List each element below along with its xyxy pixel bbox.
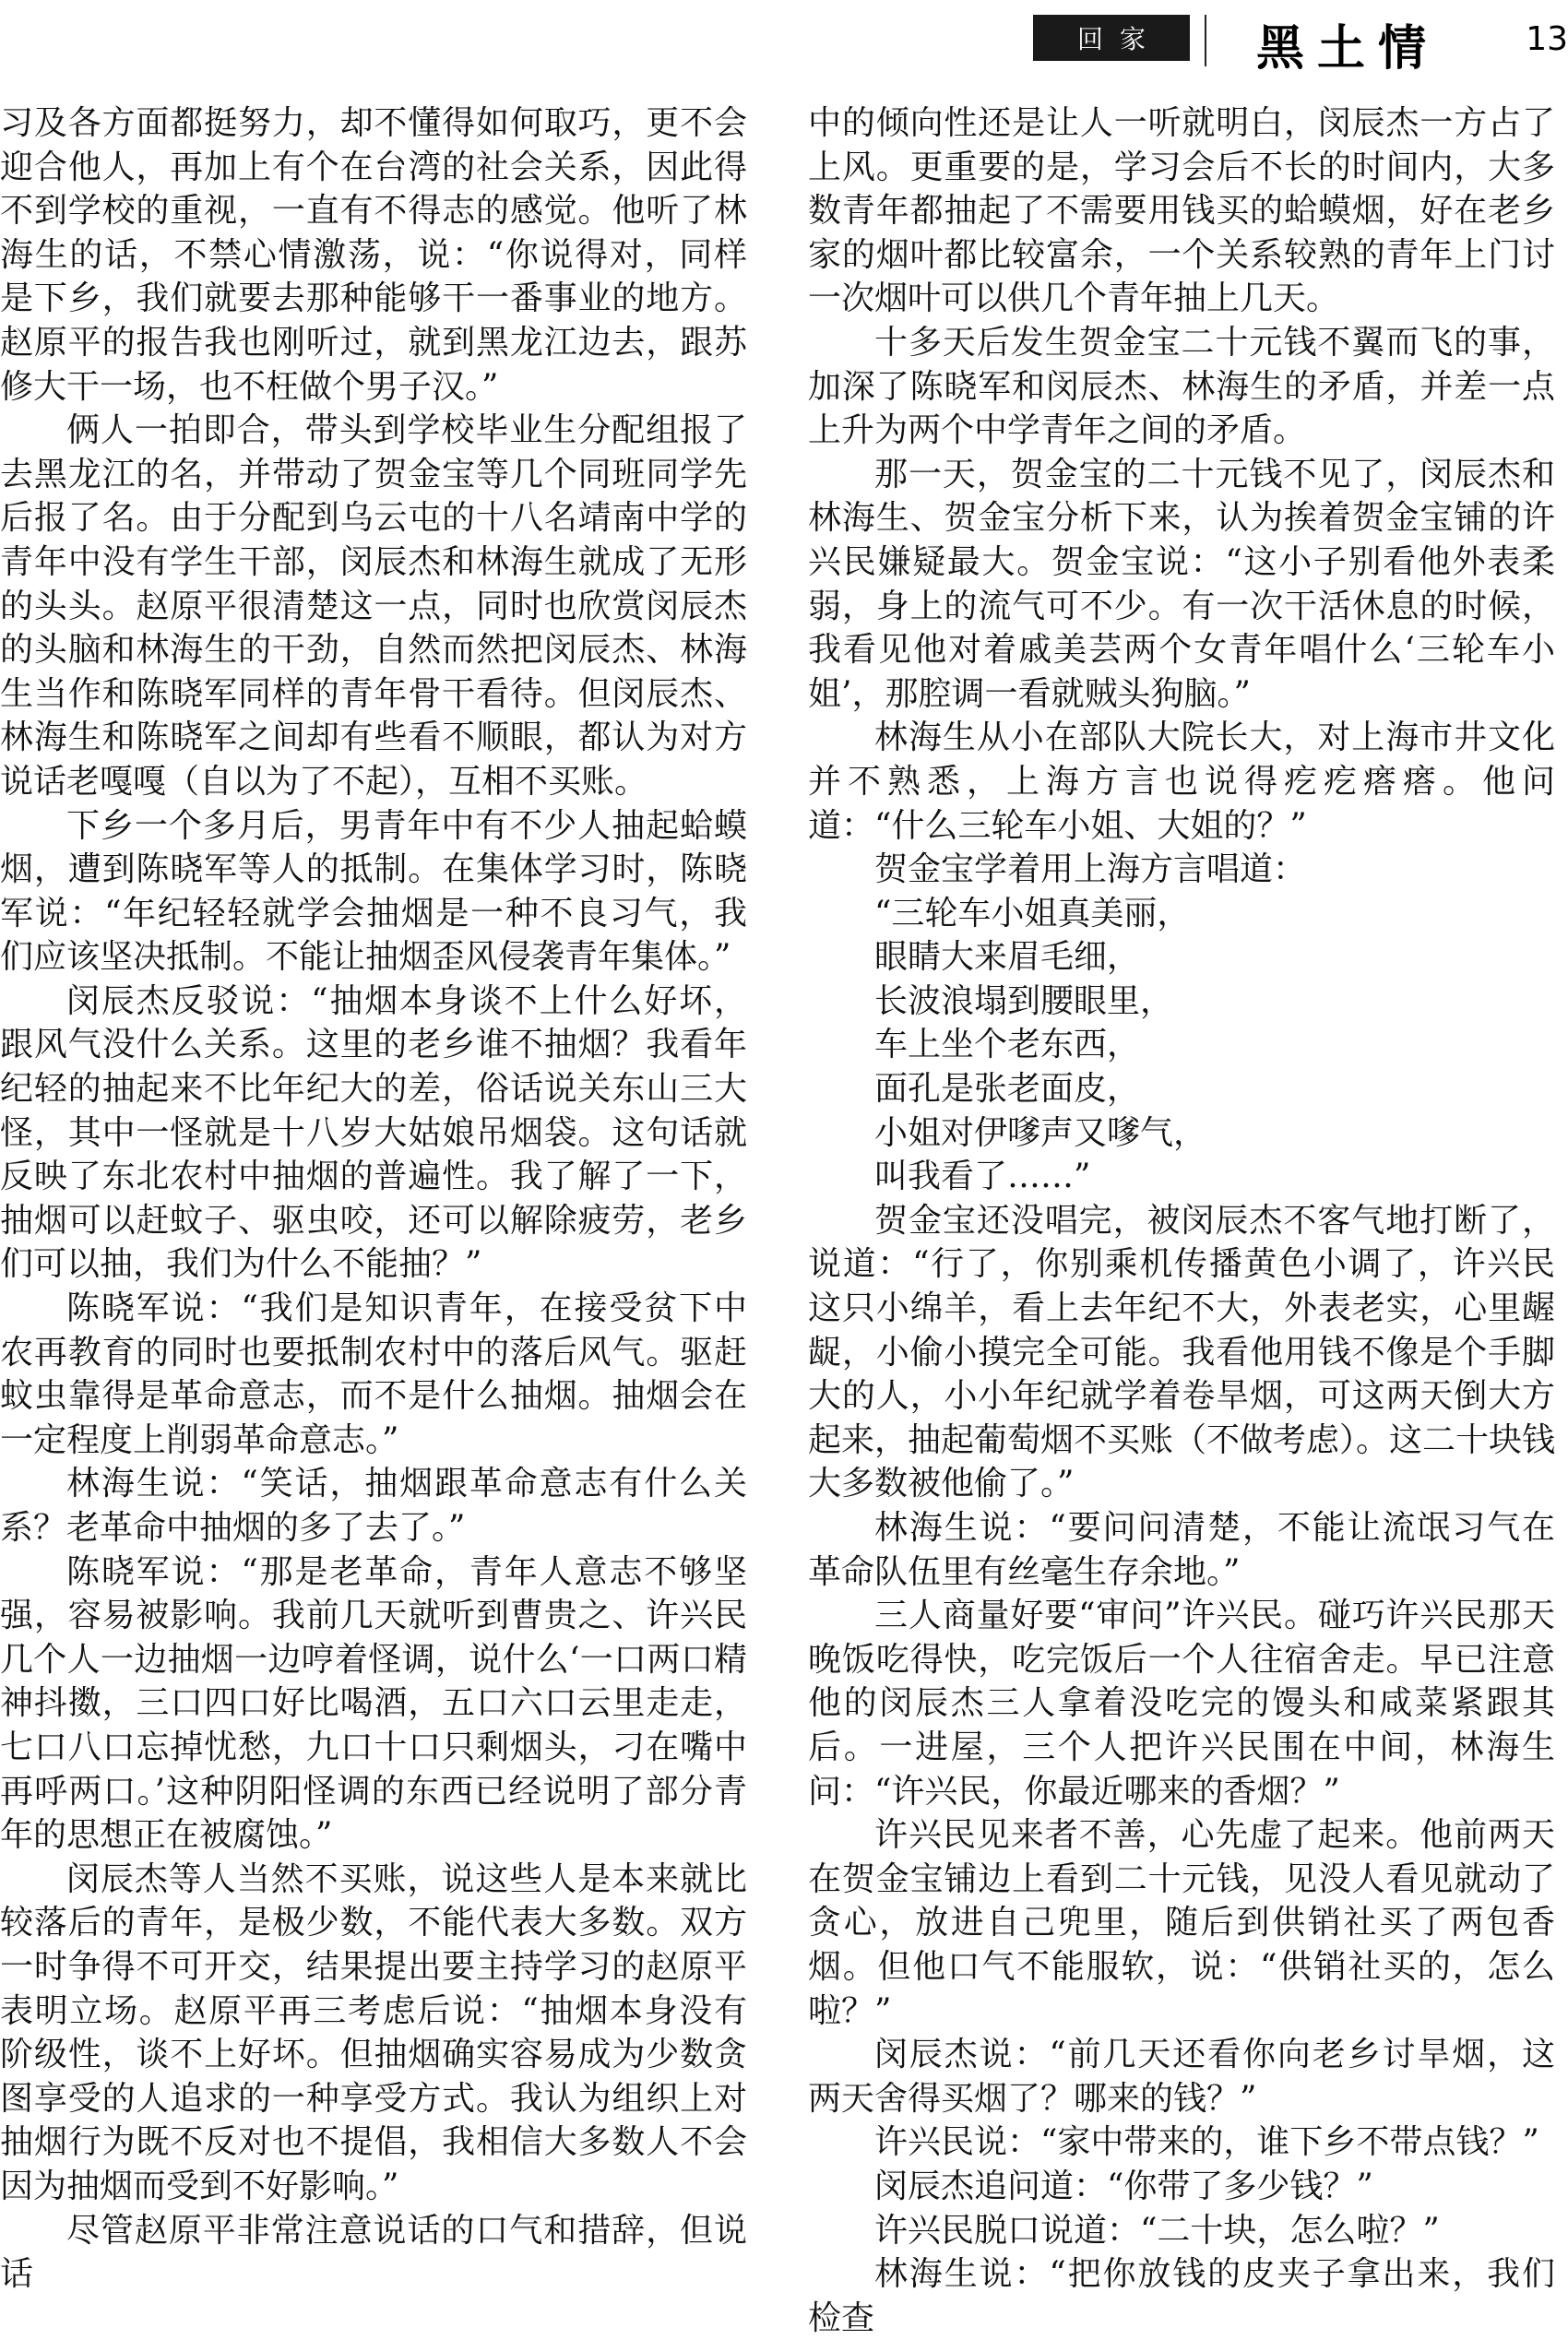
verse-line: “三轮车小姐真美丽， xyxy=(874,894,1191,932)
paragraph: 许兴民脱口说道：“二十块，怎么啦？” xyxy=(874,2211,1440,2250)
paragraph: 许兴民说：“家中带来的，谁下乡不带点钱？” xyxy=(874,2123,1539,2162)
right-column xyxy=(808,101,1555,2340)
paragraph: 十多天后发生贺金宝二十元钱不翼而飞的事，加深了陈晓军和闵辰杰、林海生的矛盾，并差一点上升为两个中学青年之间的矛盾。 xyxy=(808,323,1555,450)
left-column xyxy=(0,101,747,2297)
page-header xyxy=(996,9,1568,77)
section-tag: 回家 xyxy=(1033,15,1190,61)
paragraph: 贺金宝学着用上海方言唱道： xyxy=(874,850,1307,889)
verse-line: 车上坐个老东西， xyxy=(874,1026,1141,1064)
paragraph: 闵辰杰追问道：“你带了多少钱？” xyxy=(874,2167,1373,2205)
paragraph: 闵辰杰等人当然不买账，说这些人是本来就比较落后的青年，是极少数，不能代表大多数。双方一时争得不可开交，结果提出要主持学习的赵原平表明立场。赵原平再三考虑后说：“抽烟本身没有阶级性，谈不上好坏。但抽烟确实容易成为少数贪图享受的人追求的一种享受方式。我认为组织上对抽烟行为既不反对也不提倡，我相信大多数人不会因为抽烟而受到不好影响。” xyxy=(0,1859,747,2205)
paragraph: 林海生说：“要问问清楚，不能让流氓习气在革命队伍里有丝毫生存余地。” xyxy=(808,1509,1555,1591)
paragraph: 林海生说：“把你放钱的皮夹子拿出来，我们检查 xyxy=(808,2255,1555,2337)
verse-line: 面孔是张老面皮， xyxy=(874,1070,1141,1109)
paragraph: 林海生说：“笑话，抽烟跟革命意志有什么关系？老革命中抽烟的多了去了。” xyxy=(0,1465,747,1547)
paragraph: 习及各方面都挺努力，却不懂得如何取巧，更不会迎合他人，再加上有个在台湾的社会关系，因此得不到学校的重视，一直有不得志的感觉。他听了林海生的话，不禁心情激荡，说：“你说得对，同样是下乡，我们就要去那种能够干一番事业的地方。赵原平的报告我也刚听过，就到黑龙江边去，跟苏修大干一场，也不枉做个男子汉。” xyxy=(0,104,747,406)
paragraph: 闵辰杰反驳说：“抽烟本身谈不上什么好坏，跟风气没什么关系。这里的老乡谁不抽烟？我看年纪轻的抽起来不比年纪大的差，俗话说关东山三大怪，其中一怪就是十八岁大姑娘吊烟袋。这句话就反映了东北农村中抽烟的普遍性。我了解了一下，抽烟可以赶蚊子、驱虫咬，还可以解除疲劳，老乡们可以抽，我们为什么不能抽？” xyxy=(0,981,747,1284)
verse-line: 眼睛大来眉毛细， xyxy=(874,938,1141,977)
page-number: 13 xyxy=(1526,20,1568,58)
paragraph: 许兴民见来者不善，心先虚了起来。他前两天在贺金宝铺边上看到二十元钱，见没人看见就动了贪心，放进自己兜里，随后到供销社买了两包香烟。但他口气不能服软，说：“供销社买的，怎么啦？” xyxy=(808,1816,1555,2030)
header-divider xyxy=(1205,15,1206,66)
verse-line: 长波浪塌到腰眼里， xyxy=(874,981,1174,1020)
paragraph: 下乡一个多月后，男青年中有不少人抽起蛤蟆烟，遭到陈晓军等人的抵制。在集体学习时，陈晓军说：“年纪轻轻就学会抽烟是一种不良习气，我们应该坚决抵制。不能让抽烟歪风侵袭青年集体。” xyxy=(0,806,747,977)
paragraph: 三人商量好要“审问”许兴民。碰巧许兴民那天晚饭吃得快，吃完饭后一个人往宿舍走。早已注意他的闵辰杰三人拿着没吃完的馒头和咸菜紧跟其后。一进屋，三个人把许兴民围在中间，林海生问：“许兴民，你最近哪来的香烟？” xyxy=(808,1597,1555,1811)
paragraph: 陈晓军说：“那是老革命，青年人意志不够坚强，容易被影响。我前几天就听到曹贵之、许兴民几个人一边抽烟一边哼着怪调，说什么‘一口两口精神抖擞，三口四口好比喝酒，五口六口云里走走，七口八口忘掉忧愁，九口十口只剩烟头，刁在嘴中再呼两口。’这种阴阳怪调的东西已经说明了部分青年的思想正在被腐蚀。” xyxy=(0,1552,747,1855)
paragraph: 陈晓军说：“我们是知识青年，在接受贫下中农再教育的同时也要抵制农村中的落后风气。驱赶蚊虫靠得是革命意志，而不是什么抽烟。抽烟会在一定程度上削弱革命意志。” xyxy=(0,1289,747,1459)
verse-line: 小姐对伊嗲声又嗲气， xyxy=(874,1113,1207,1152)
paragraph: 那一天，贺金宝的二十元钱不见了，闵辰杰和林海生、贺金宝分析下来，认为挨着贺金宝铺的许兴民嫌疑最大。贺金宝说：“这小子别看他外表柔弱，身上的流气可不少。有一次干活休息的时候，我看见他对着戚美芸两个女青年唱什么‘三轮车小姐’，那腔调一看就贼头狗脑。” xyxy=(808,455,1555,713)
paragraph: 尽管赵原平非常注意说话的口气和措辞，但说话 xyxy=(0,2211,747,2294)
paragraph: 闵辰杰说：“前几天还看你向老乡讨旱烟，这两天舍得买烟了？哪来的钱？” xyxy=(808,2036,1555,2118)
paragraph: 林海生从小在部队大院长大，对上海市井文化并不熟悉，上海方言也说得疙疙瘩瘩。他问道：“什么三轮车小姐、大姐的？” xyxy=(808,719,1555,845)
paragraph: 中的倾向性还是让人一听就明白，闵辰杰一方占了上风。更重要的是，学习会后不长的时间内，大多数青年都抽起了不需要用钱买的蛤蟆烟，好在老乡家的烟叶都比较富余，一个关系较熟的青年上门讨一次烟叶可以供几个青年抽上几天。 xyxy=(808,104,1555,318)
paragraph: 俩人一拍即合，带头到学校毕业生分配组报了去黑龙江的名，并带动了贺金宝等几个同班同学先后报了名。由于分配到乌云屯的十八名靖南中学的青年中没有学生干部，闵辰杰和林海生就成了无形的头头。赵原平很清楚这一点，同时也欣赏闵辰杰的头脑和林海生的干劲，自然而然把闵辰杰、林海生当作和陈晓军同样的青年骨干看待。但闵辰杰、林海生和陈晓军之间却有些看不顺眼，都认为对方说话老嘎嘎（自以为了不起），互相不买账。 xyxy=(0,411,747,801)
paragraph: 贺金宝还没唱完，被闵辰杰不客气地打断了，说道：“行了，你别乘机传播黄色小调了，许兴民这只小绵羊，看上去年纪不大，外表老实，心里龌龊，小偷小摸完全可能。我看他用钱不像是个手脚大的人，小小年纪就学着卷旱烟，可这两天倒大方起来，抽起葡萄烟不买账（不做考虑）。这二十块钱大多数被他偷了。” xyxy=(808,1201,1556,1503)
verse-line: 叫我看了……” xyxy=(874,1158,1091,1196)
magazine-title: 黑土情 xyxy=(1255,20,1439,77)
